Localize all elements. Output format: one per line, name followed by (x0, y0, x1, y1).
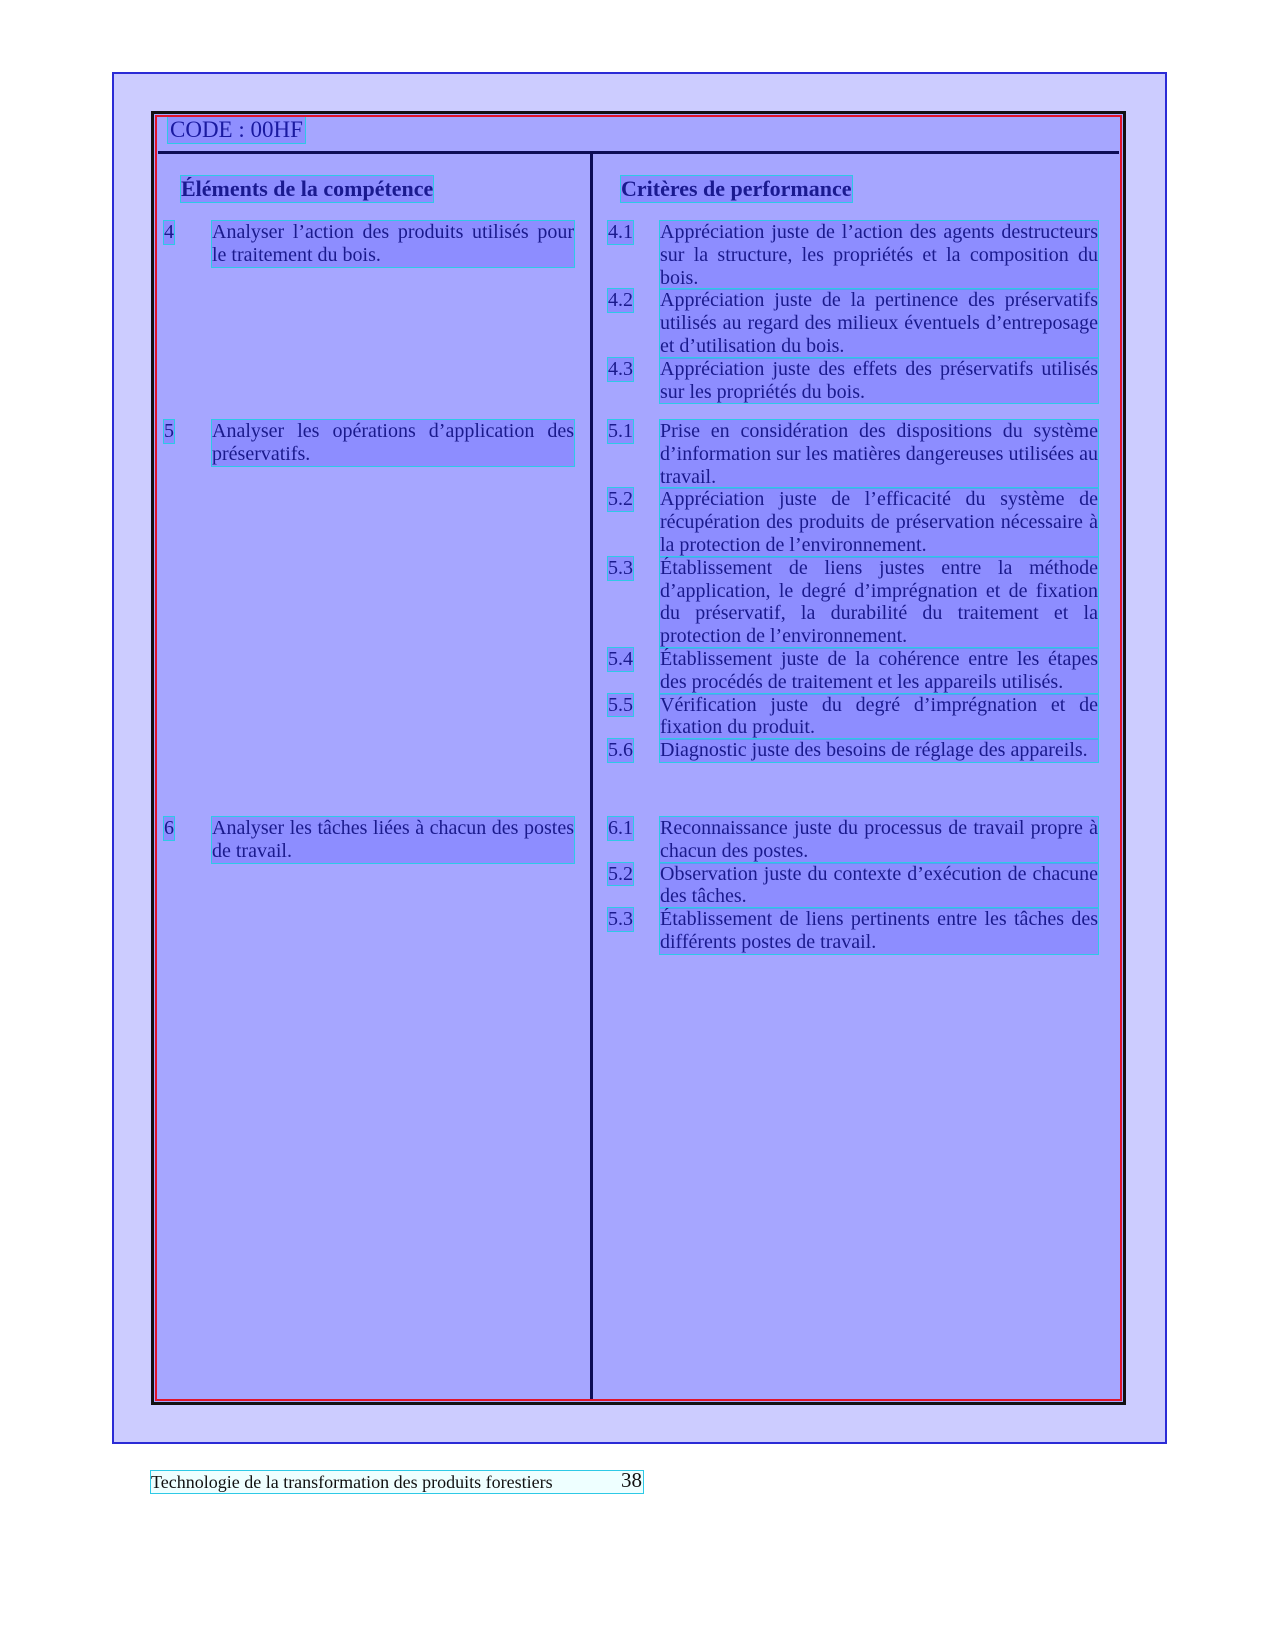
criteria-group (608, 817, 1098, 954)
criterion-number: 5.4 (608, 647, 633, 670)
criterion-number: 5.1 (608, 420, 633, 442)
criterion-number: 6.1 (608, 817, 633, 839)
criterion-number: 5.5 (608, 693, 633, 716)
page-footer (151, 1468, 643, 1493)
criterion-number: 4.2 (608, 289, 633, 312)
page-number: 38 (621, 1468, 642, 1492)
criterion-text: Prise en considération des dispositions du système d’information sur les matières dangereuses utilisées au travail. (660, 420, 1098, 488)
criterion-text: Appréciation juste de l’action des agents destructeurs sur la structure, les propriétés et la composition du bois. (660, 221, 1098, 289)
criterion-number: 5.2 (608, 862, 633, 885)
criteria-group (608, 221, 1098, 403)
element-number: 6 (164, 817, 174, 839)
criterion-item (608, 694, 1098, 740)
column-header-elements: Éléments de la compétence (181, 176, 434, 201)
competence-table (151, 111, 1126, 1405)
element-text: Analyser les opérations d’application des préservatifs. (212, 420, 574, 465)
criterion-item (608, 557, 1098, 648)
criterion-item (608, 908, 1098, 954)
criterion-text: Établissement juste de la cohérence entre les étapes des procédés de traitement et les appareils utilisés. (660, 647, 1098, 693)
criterion-number: 5.3 (608, 556, 633, 579)
criterion-item (608, 221, 1098, 289)
criterion-item (608, 488, 1098, 556)
header-divider (158, 151, 1119, 154)
criterion-item (608, 817, 1098, 863)
criterion-item (608, 358, 1098, 404)
element-item (164, 817, 574, 863)
criterion-text: Diagnostic juste des besoins de réglage des appareils. (660, 739, 1098, 762)
criterion-number: 4.1 (608, 221, 633, 243)
element-item (164, 420, 574, 466)
element-text: Analyser les tâches liées à chacun des postes de travail. (212, 817, 574, 862)
criterion-text: Établissement de liens pertinents entre les tâches des différents postes de travail. (660, 908, 1098, 953)
criterion-text: Appréciation juste de l’efficacité du système de récupération des produits de préservation nécessaire à la protection de l’environnement. (660, 488, 1098, 556)
criteria-group (608, 420, 1098, 762)
criterion-text: Reconnaissance juste du processus de travail propre à chacun des postes. (660, 817, 1098, 862)
criterion-text: Observation juste du contexte d’exécution de chacune des tâches. (660, 862, 1098, 908)
criterion-item (608, 863, 1098, 909)
footer-title: Technologie de la transformation des produits forestiers (151, 1472, 553, 1492)
criterion-item (608, 289, 1098, 357)
column-divider (590, 153, 593, 1399)
criterion-number: 4.3 (608, 357, 633, 380)
competence-code: CODE : 00HF (170, 117, 303, 142)
criterion-text: Vérification juste du degré d’imprégnation et de fixation du produit. (660, 693, 1098, 739)
criterion-text: Appréciation juste des effets des préservatifs utilisés sur les propriétés du bois. (660, 357, 1098, 403)
criterion-text: Appréciation juste de la pertinence des préservatifs utilisés au regard des milieux éventuels d’entreposage et d’utilisation du bois. (660, 289, 1098, 357)
criterion-number: 5.6 (608, 739, 633, 762)
column-header-criteria: Critères de performance (621, 176, 852, 201)
criterion-item (608, 420, 1098, 488)
criterion-number: 5.3 (608, 908, 633, 931)
criterion-text: Établissement de liens justes entre la méthode d’application, le degré d’imprégnation et de fixation du préservatif, la durabilité du traitement et la protection de l’environnement. (660, 556, 1098, 648)
criterion-item (608, 648, 1098, 694)
element-text: Analyser l’action des produits utilisés pour le traitement du bois. (212, 221, 574, 266)
criterion-item (608, 739, 1098, 762)
element-number: 4 (164, 221, 174, 243)
criterion-number: 5.2 (608, 488, 633, 511)
element-item (164, 221, 574, 267)
element-number: 5 (164, 420, 174, 442)
